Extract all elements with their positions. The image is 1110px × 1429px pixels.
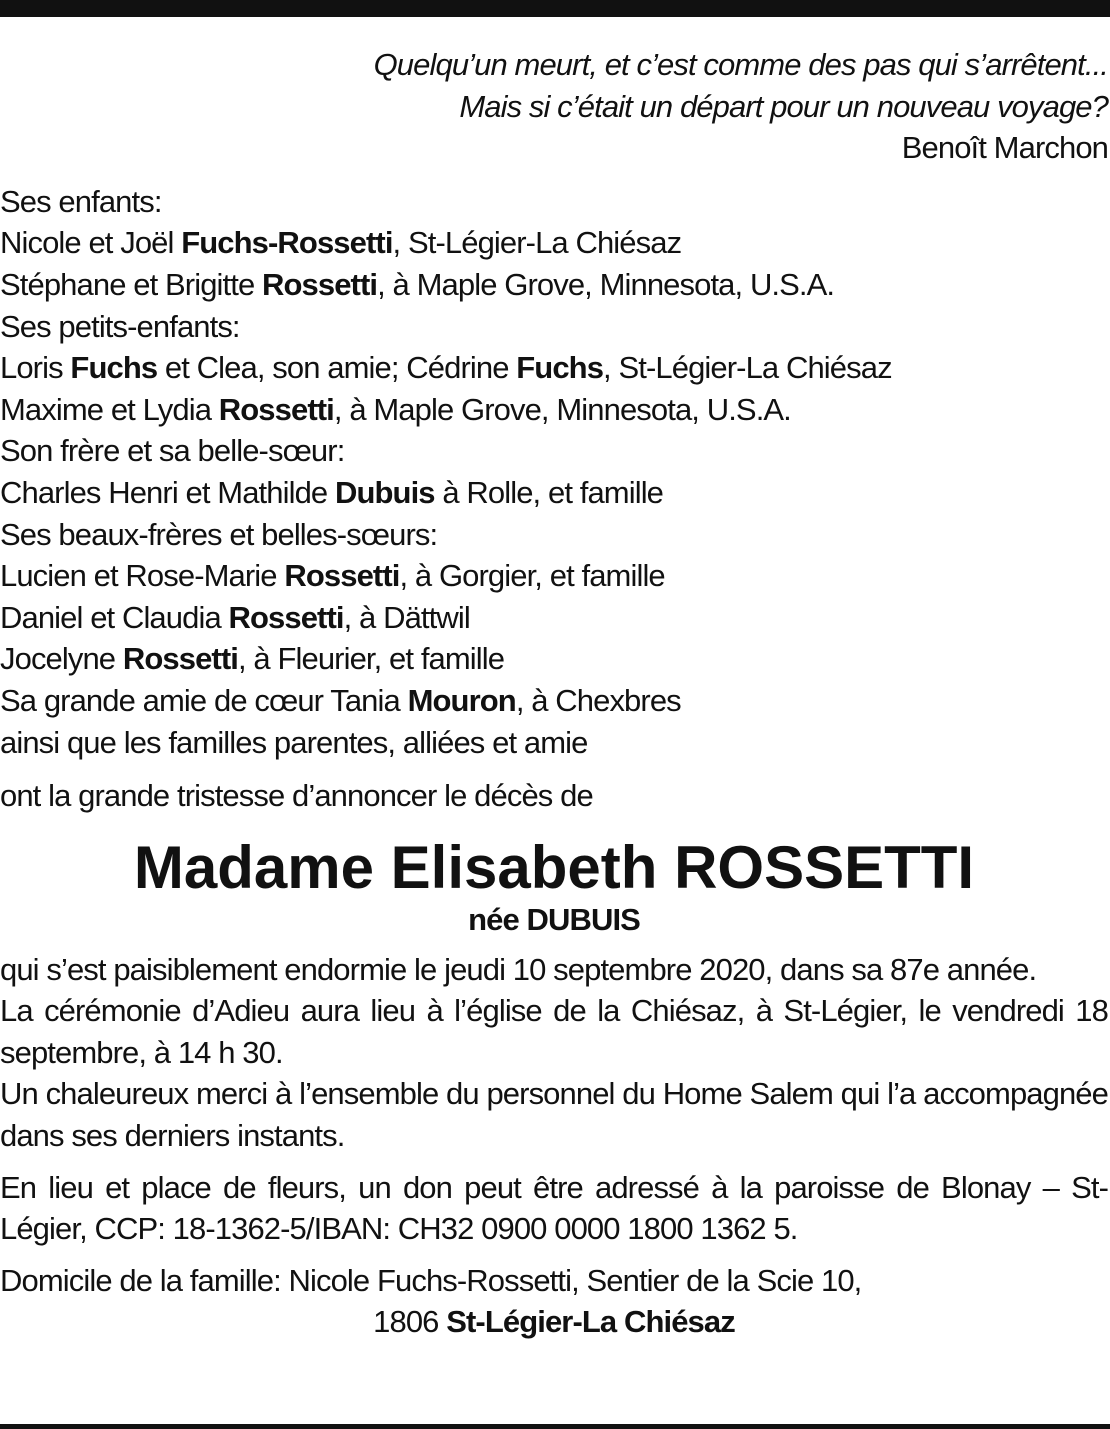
family-surname: Rossetti	[228, 599, 344, 635]
family-surname: Rossetti	[122, 641, 238, 677]
family-line: Sa grande amie de cœur Tania Mouron, à Chexbres	[0, 682, 681, 718]
domicile-address: 1806 St-Légier-La Chiésaz	[373, 1304, 735, 1340]
bottom-rule	[0, 1424, 1110, 1429]
family-surname: Fuchs	[70, 350, 158, 386]
deceased-name: Madame Elisabeth ROSSETTI	[133, 833, 975, 901]
family-surname: Mouron	[407, 682, 516, 718]
ceremony-paragraph: La cérémonie d’Adieu aura lieu à l’église de la Chiésaz, à St-Légier, le vendredi 18 septembre, à 14 h 30.	[0, 993, 1108, 1070]
family-surname: Rossetti	[218, 391, 334, 427]
family-surname: Rossetti	[262, 266, 378, 302]
maiden-name: née DUBUIS	[468, 901, 640, 937]
top-rule	[0, 0, 1110, 17]
announcement: ont la grande tristesse d’annoncer le décès de	[0, 778, 593, 814]
family-line: Lucien et Rose-Marie Rossetti, à Gorgier, et famille	[0, 558, 665, 594]
epigraph	[0, 44, 1108, 169]
donation-paragraph: En lieu et place de fleurs, un don peut être adressé à la paroisse de Blonay – St-Légier, CCP: 18-1362-5/IBAN: CH32 0900 0000 1800 1362 5.	[0, 1169, 1108, 1247]
family-line: Nicole et Joël Fuchs-Rossetti, St-Légier-La Chiésaz	[0, 225, 682, 261]
family-surname: Dubuis	[334, 474, 435, 510]
family-line: Charles Henri et Mathilde Dubuis à Rolle, et famille	[0, 474, 664, 510]
family-line: Stéphane et Brigitte Rossetti, à Maple Grove, Minnesota, U.S.A.	[0, 266, 835, 302]
family-line: Jocelyne Rossetti, à Fleurier, et famille	[0, 641, 505, 677]
family-surname: Fuchs	[516, 350, 604, 386]
family-line: Daniel et Claudia Rossetti, à Dättwil	[0, 599, 470, 635]
obituary-notice	[0, 44, 1108, 1343]
family-line: Maxime et Lydia Rossetti, à Maple Grove, Minnesota, U.S.A.	[0, 391, 791, 427]
notice-body	[0, 949, 1108, 1343]
family-surname: Fuchs-Rossetti	[181, 225, 393, 261]
thanks-paragraph: Un chaleureux merci à l’ensemble du personnel du Home Salem qui l’a accompagnée dans ses derniers instants.	[0, 1076, 1108, 1154]
quote-line-2: Mais si c’était un départ pour un nouveau voyage?	[459, 88, 1108, 124]
passing-paragraph: qui s’est paisiblement endormie le jeudi 10 septembre 2020, dans sa 87e année.	[0, 951, 1037, 987]
children-heading: Ses enfants:	[0, 183, 162, 219]
inlaws-heading: Ses beaux-frères et belles-sœurs:	[0, 516, 438, 552]
family-line: Loris Fuchs et Clea, son amie; Cédrine Fuchs, St-Légier-La Chiésaz	[0, 350, 892, 386]
family-list	[0, 181, 1108, 763]
quote-author: Benoît Marchon	[901, 130, 1108, 166]
grandchildren-heading: Ses petits-enfants:	[0, 308, 240, 344]
family-closing: ainsi que les familles parentes, alliées et amie	[0, 724, 588, 760]
brother-heading: Son frère et sa belle-sœur:	[0, 433, 345, 469]
domicile-line: Domicile de la famille: Nicole Fuchs-Rossetti, Sentier de la Scie 10,	[0, 1262, 862, 1298]
family-surname: Rossetti	[284, 558, 400, 594]
domicile-town: St-Légier-La Chiésaz	[446, 1304, 735, 1340]
quote-line-1: Quelqu’un meurt, et c’est comme des pas qui s’arrêtent...	[373, 47, 1108, 82]
